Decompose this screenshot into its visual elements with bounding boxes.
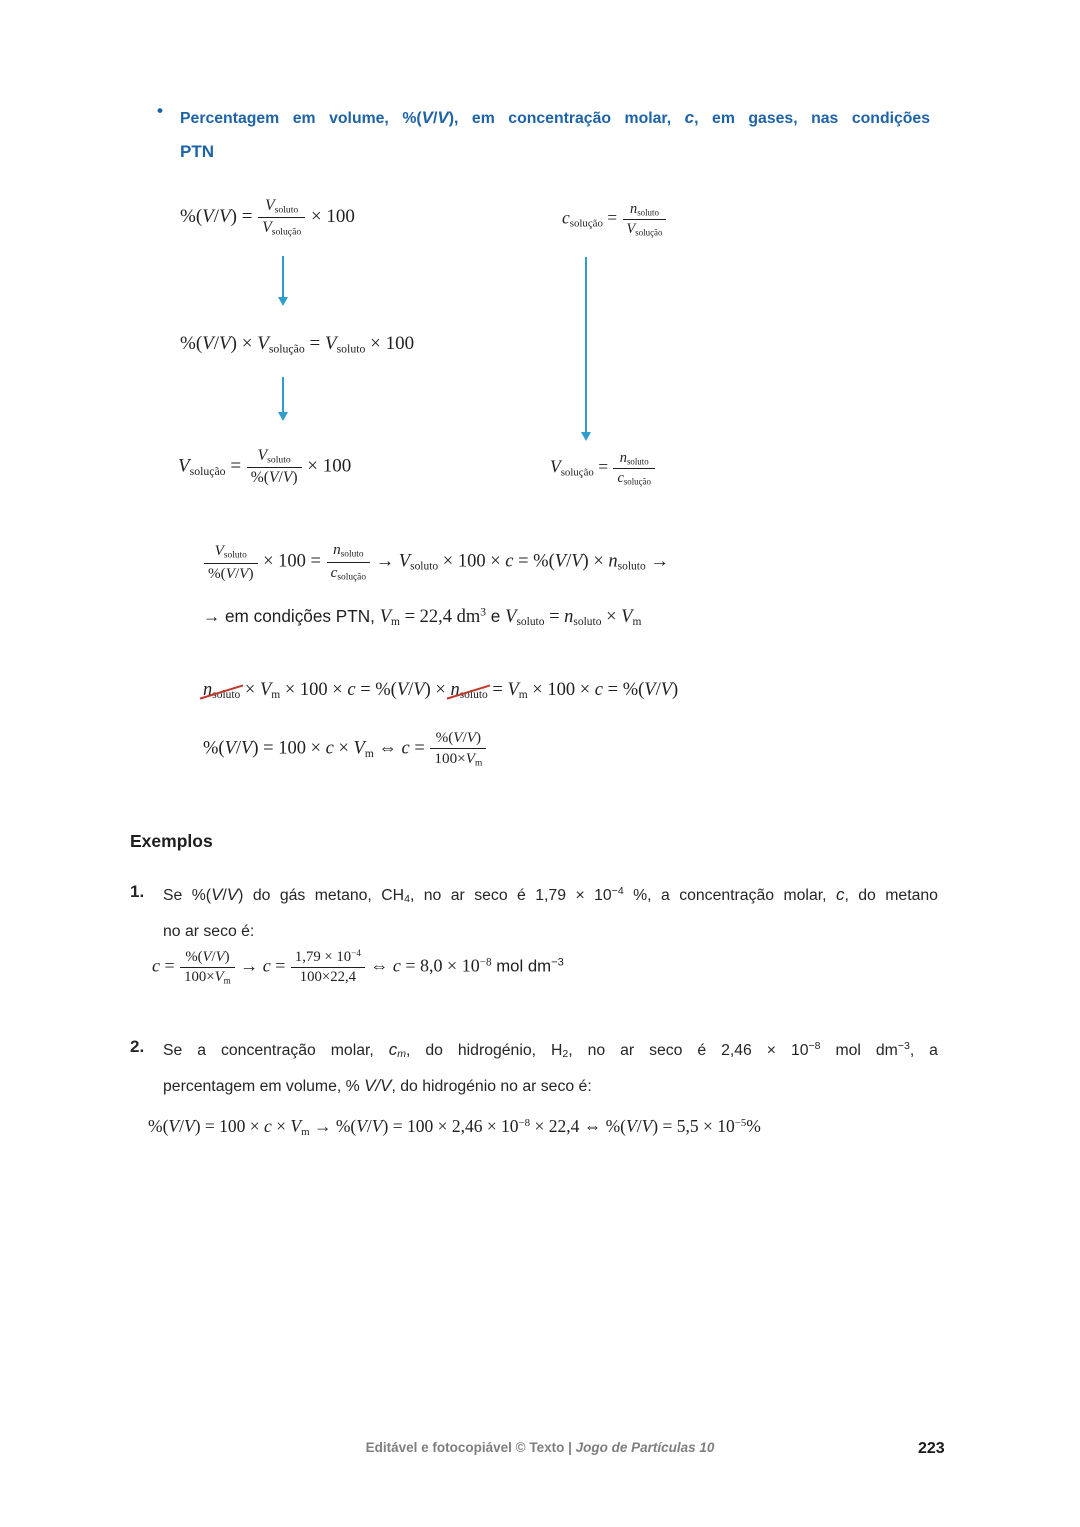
formula-vsolucao-from-percent: Vsolução = $\frac{\text{Vsoluto}}{\%(V/V)}$ × 100 (178, 447, 352, 487)
page-number: 223 (918, 1440, 945, 1457)
example-1-number: 1. (130, 882, 145, 901)
example-1-text-line2: no ar seco é: (163, 923, 255, 941)
bullet-icon: • (157, 101, 163, 120)
formula-percent-vv-definition: %(V/V) = $\frac{\text{Vsoluto}}{\text{Vsolução}}$ × 100 (180, 197, 355, 238)
footer-credit: Editável e fotocopiável © Texto | Jogo de Partículas 10 (365, 1440, 715, 1455)
example-2 (130, 1031, 938, 1102)
example-1-text (163, 876, 938, 947)
down-arrow-icon-left-2 (282, 377, 284, 413)
formula-final-relation: %(V/V) = 100 × c × Vm ⇔ c = $\frac{\%(V/V)}{100\times Vm}$ (203, 729, 487, 770)
formula-ptn-conditions: → em condições PTN, Vm = 22,4 $dm^3$ e Vsoluto = nsoluto × Vm (203, 606, 642, 629)
example-1 (130, 876, 938, 947)
example-2-text (163, 1031, 938, 1102)
formula-vsolucao-from-concentration: Vsolução = $\frac{\text{nsoluto}}{\text{csolução}}$ (550, 450, 656, 487)
down-arrow-icon-left-1 (282, 256, 284, 298)
example-2-text-line2: percentagem em volume, % V/V, do hidrogénio no ar seco é: (163, 1076, 592, 1096)
formula-concentration-definition: csolução = $\frac{\text{nsoluto}}{\text{Vsolução}}$ (562, 201, 667, 238)
example-1-text-line1: Se %(V/V) do gás metano, CH4, no ar seco é $1,79 \times 10^{-4}$ %, a concentração molar, c, do metano (163, 884, 938, 906)
formula-cancel-nsoluto: nsoluto × Vm × 100 × c = %(V/V) × nsoluto = Vm × 100 × c = %(V/V) (203, 680, 679, 702)
section-heading-line2: PTN (180, 142, 214, 161)
formula-equating-expressions: $\frac{\text{Vsoluto}}{\%(V/V)}$ × 100 = $\frac{\text{nsoluto}}{\text{csolução}}$ → Vsoluto × 100 × c = %(V/V) × nsoluto → (203, 541, 669, 583)
example-1-calculation: c = $\frac{\%(V/V)}{100\times Vm}$ → c = $\frac{1,79 \times 10^{-4}}{100\times 22,4}$ ⇔ $c = 8,0 \times 10^{-8}$ mol $dm^{-3}$ (152, 948, 564, 986)
formula-percent-vv-rearranged: %(V/V) × Vsolução = Vsoluto × 100 (180, 333, 415, 356)
example-2-number: 2. (130, 1037, 145, 1056)
down-arrow-icon-right (585, 257, 587, 433)
example-2-text-line1: Se a concentração molar, cm, do hidrogénio, H2, no ar seco é $2,46 \times 10^{-8}$ mol $dm^{-3}$, a (163, 1039, 938, 1061)
section-heading (180, 101, 930, 168)
example-2-calculation: $\%(V/V) = 100 \times c \times Vm \to \%(V/V) = 100 \times 2,46 \times 10^{-8} \times 22,4$ ⇔ $\%(V/V) = 5,5 \times 10^{-5}\%$ (148, 1116, 761, 1139)
examples-heading: Exemplos (130, 831, 213, 851)
section-heading-line1: Percentagem em volume, %(V/V), em concentração molar, c, em gases, nas condições (180, 108, 931, 127)
